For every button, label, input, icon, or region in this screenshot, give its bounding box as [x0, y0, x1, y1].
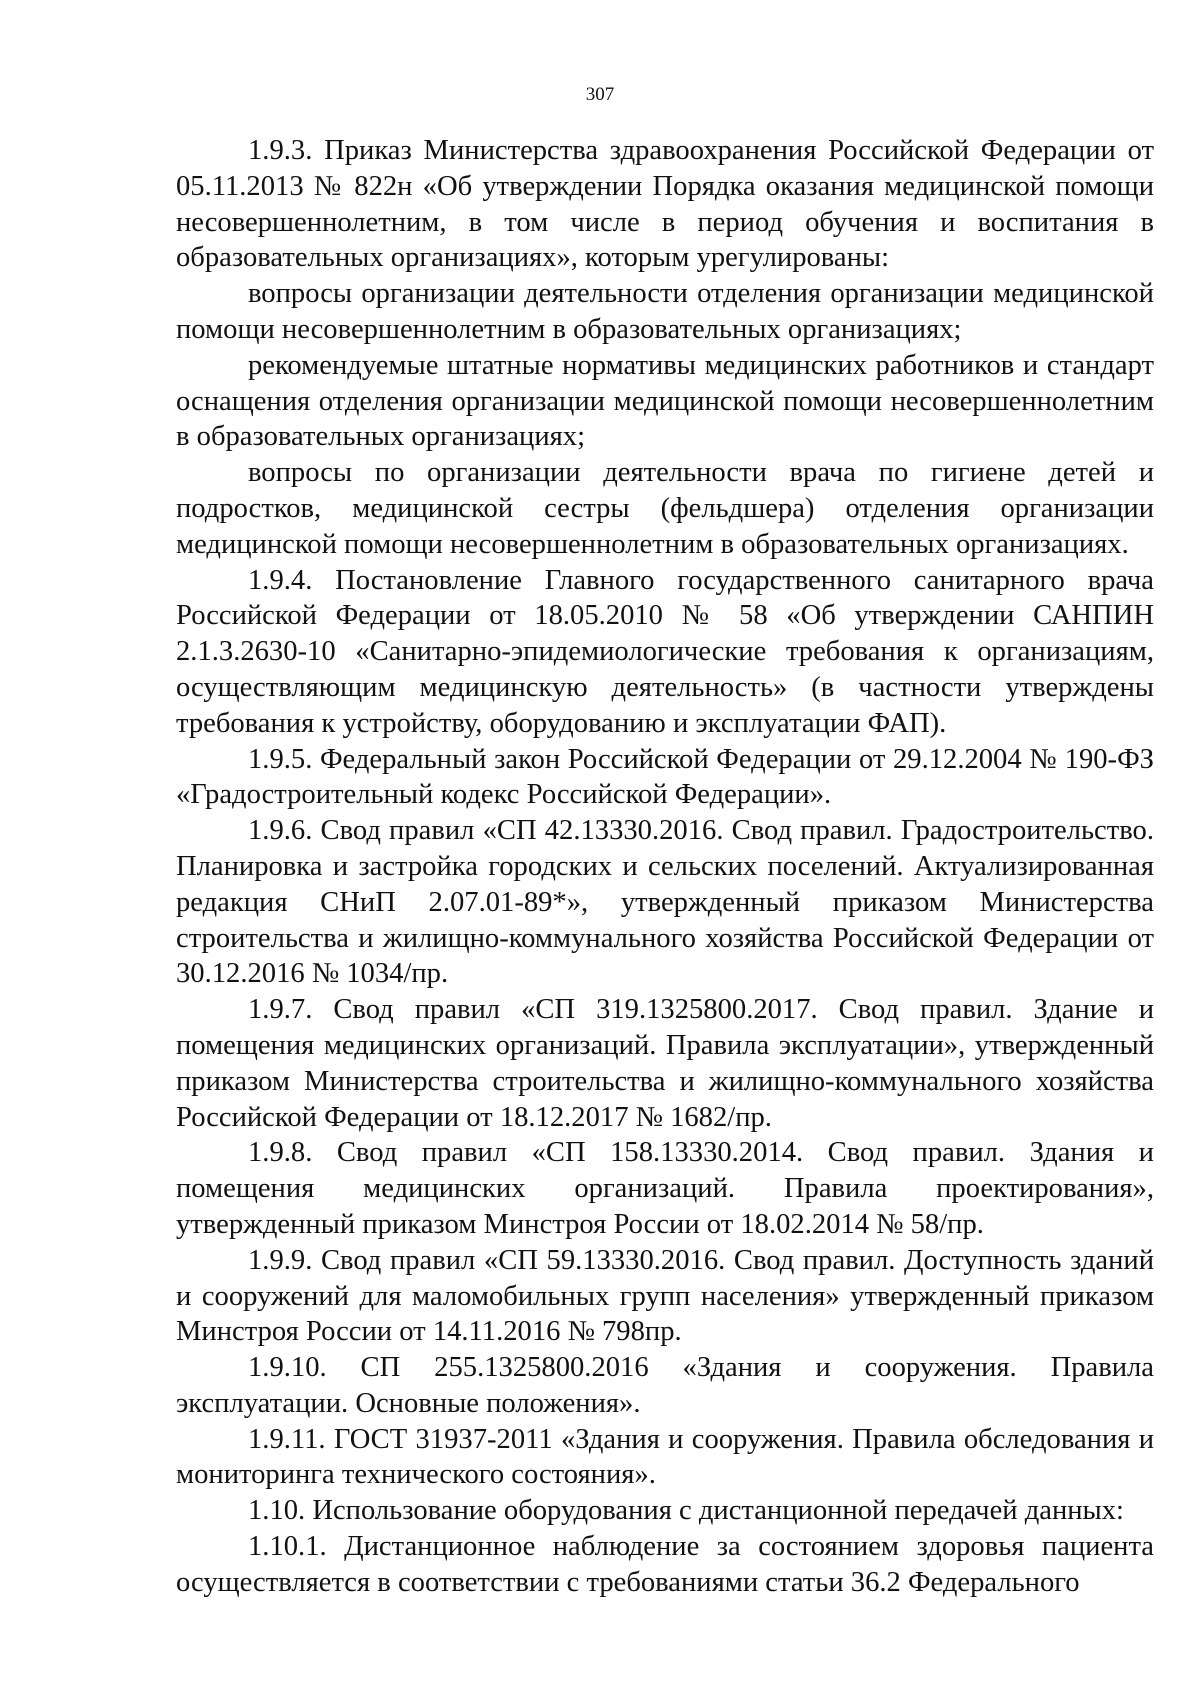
paragraph-1-9-4: 1.9.4. Постановление Главного государственного санитарного врача Российской Федерации от 18.05.2010 № 58 «Об утверждении САНПИН 2.1.3.2630-10 «Санитарно-эпидемиологические требования к организациям, осуществляющим медицинскую деятельность» (в частности утверждены требования к устройству, оборудованию и эксплуатации ФАП). — [176, 564, 1154, 739]
paragraph-list-item-1: вопросы организации деятельности отделения организации медицинской помощи несовершеннолетним в образовательных организациях; — [176, 278, 1154, 345]
paragraph-1-9-9: 1.9.9. Свод правил «СП 59.13330.2016. Свод правил. Доступность зданий и сооружений для маломобильных групп населения» утвержденный приказом Минстроя России от 14.11.2016 № 798пр. — [176, 1244, 1154, 1348]
paragraph-1-9-6: 1.9.6. Свод правил «СП 42.13330.2016. Свод правил. Градостроительство. Планировка и застройка городских и сельских поселений. Актуализированная редакция СНиП 2.07.01-89*», утвержденный приказом Министерства строительства и жилищно-коммунального хозяйства Российской Федерации от 30.12.2016 № 1034/пр. — [176, 815, 1154, 990]
document-body — [176, 133, 1154, 1601]
paragraph-1-9-8: 1.9.8. Свод правил «СП 158.13330.2014. Свод правил. Здания и помещения медицинских организаций. Правила проектирования», утвержденный приказом Минстроя России от 18.02.2014 № 58/пр. — [176, 1137, 1154, 1240]
paragraph-1-10: 1.10. Использование оборудования с дистанционной передачей данных: — [248, 1495, 1125, 1527]
paragraph-1-9-5: 1.9.5. Федеральный закон Российской Федерации от 29.12.2004 № 190-ФЗ «Градостроительный кодекс Российской Федерации». — [176, 743, 1154, 811]
paragraph-list-item-2: рекомендуемые штатные нормативы медицинских работников и стандарт оснащения отделения организации медицинской помощи несовершеннолетним в образовательных организациях; — [176, 349, 1154, 453]
page-number: 307 — [585, 84, 615, 105]
paragraph-list-item-3: вопросы по организации деятельности врача по гигиене детей и подростков, медицинской сестры (фельдшера) отделения организации медицинской помощи несовершеннолетним в образовательных организациях. — [176, 457, 1154, 560]
paragraph-1-9-10: 1.9.10. СП 255.1325800.2016 «Здания и сооружения. Правила эксплуатации. Основные положения». — [176, 1352, 1154, 1419]
paragraph-1-9-11: 1.9.11. ГОСТ 31937-2011 «Здания и сооружения. Правила обследования и мониторинга технического состояния». — [176, 1423, 1154, 1491]
paragraph-1-10-1: 1.10.1. Дистанционное наблюдение за состоянием здоровья пациента осуществляется в соответствии с требованиями статьи 36.2 Федерального — [176, 1531, 1154, 1598]
paragraph-1-9-7: 1.9.7. Свод правил «СП 319.1325800.2017. Свод правил. Здание и помещения медицинских организаций. Правила эксплуатации», утвержденный приказом Министерства строительства и жилищно-коммунального хозяйства Российской Федерации от 18.12.2017 № 1682/пр. — [176, 994, 1154, 1133]
paragraph-1-9-3: 1.9.3. Приказ Министерства здравоохранения Российской Федерации от 05.11.2013 № 822н «Об утверждении Порядка оказания медицинской помощи несовершеннолетним, в том числе в период обучения и воспитания в образовательных организациях», которым урегулированы: — [176, 135, 1154, 274]
